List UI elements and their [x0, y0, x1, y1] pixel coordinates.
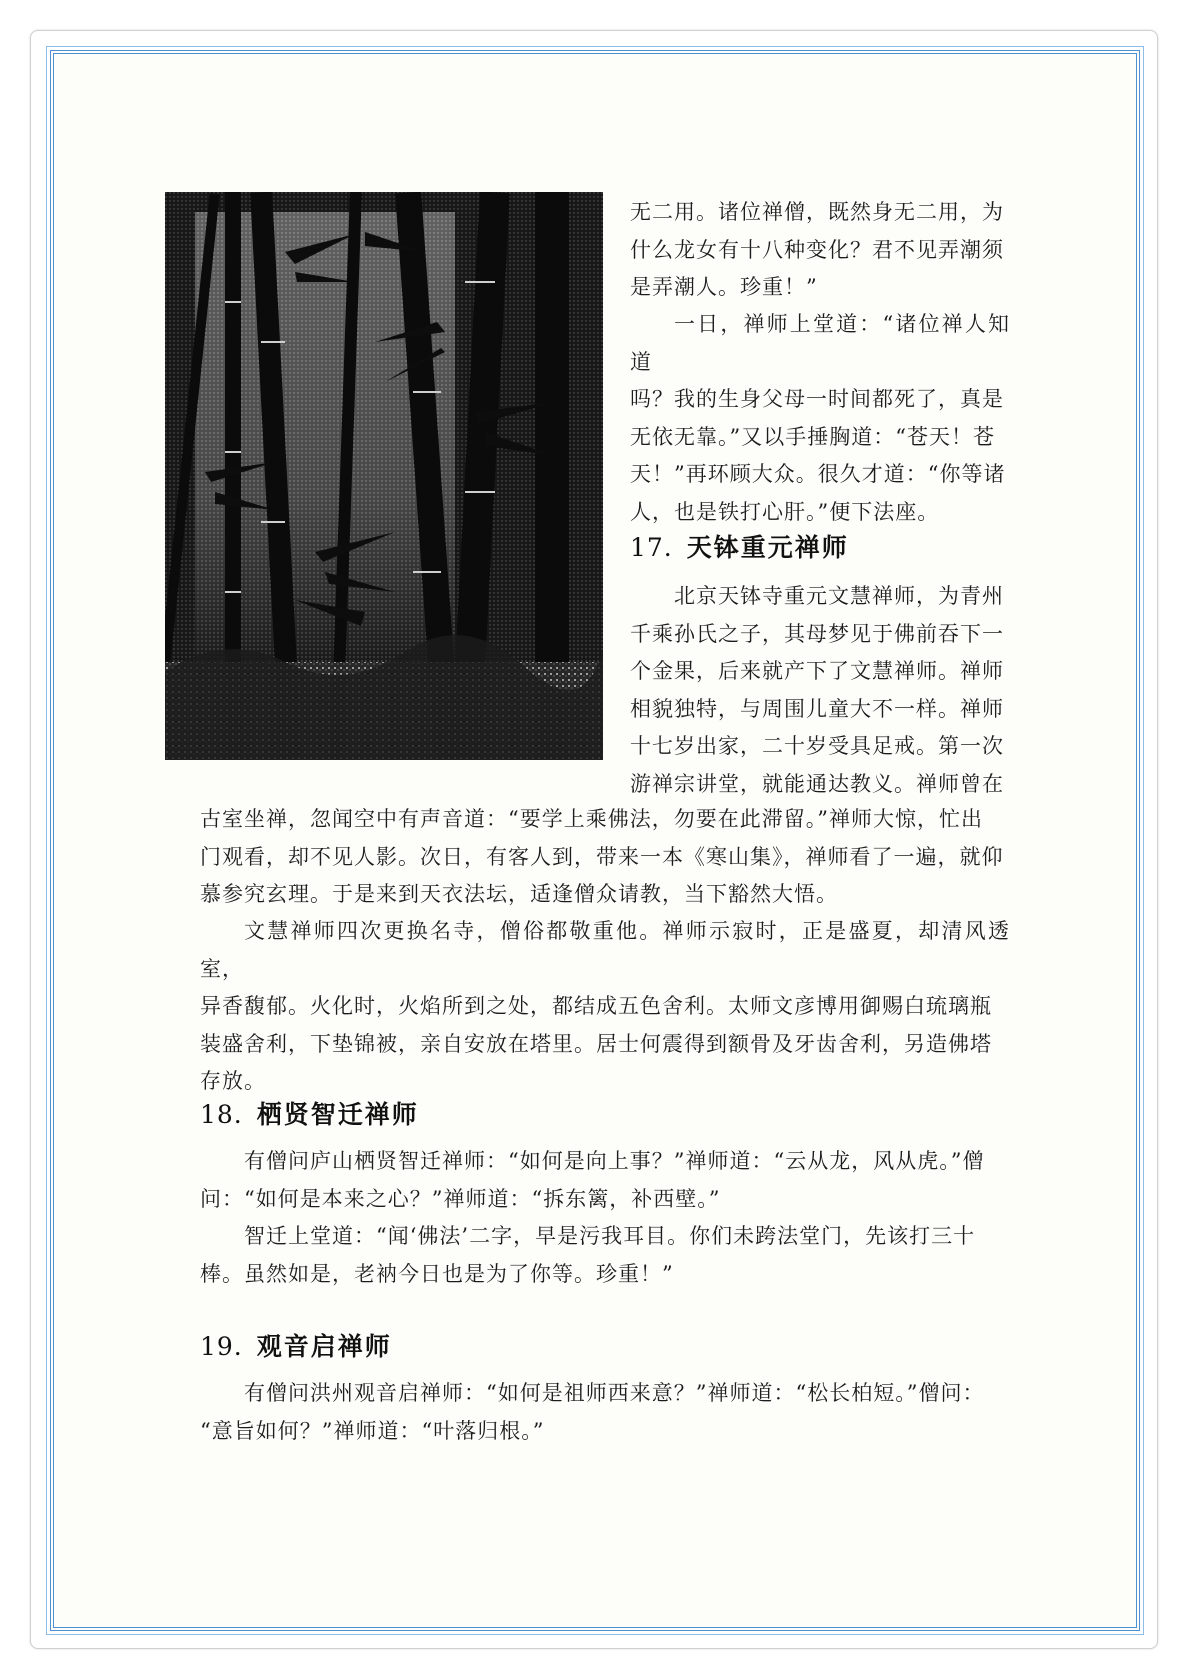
- text-line: 无二用。诸位禅僧，既然身无二用，为: [630, 200, 1004, 224]
- text-line: 慕参究玄理。于是来到天衣法坛，适逢僧众请教，当下豁然大悟。: [200, 882, 838, 906]
- section-title: 栖贤智迁禅师: [256, 1100, 419, 1129]
- text-line: 北京天钵寺重元文慧禅师，为青州: [674, 584, 1004, 608]
- s17-paragraph-2: [200, 913, 1010, 1101]
- section-number: 18.: [200, 1100, 243, 1129]
- text-line: 有僧问庐山栖贤智迁禅师：“如何是向上事？”禅师道：“云从龙，风从虎。”僧: [244, 1149, 985, 1173]
- section-number: 17.: [630, 533, 673, 562]
- text-line: 有僧问洪州观音启禅师：“如何是祖师西来意？”禅师道：“松长柏短。”僧问：: [244, 1381, 985, 1405]
- bamboo-illustration: [165, 192, 603, 760]
- text-line: 智迁上堂道：“闻‘佛法’二字，早是污我耳目。你们未跨法堂门，先该打三十: [244, 1224, 976, 1248]
- s16-paragraph-2: [630, 306, 1010, 531]
- text-line: 古室坐禅，忽闻空中有声音道：“要学上乘佛法，勿要在此滞留。”禅师大惊，忙出: [200, 807, 983, 831]
- text-line: 是弄潮人。珍重！”: [630, 275, 818, 299]
- section-19-heading: [200, 1327, 392, 1363]
- text-line: 异香馥郁。火化时，火焰所到之处，都结成五色舍利。太师文彦博用御赐白琉璃瓶: [200, 994, 992, 1018]
- text-line: 门观看，却不见人影。次日，有客人到，带来一本《寒山集》，禅师看了一遍，就仰: [200, 844, 1004, 869]
- text-line: 游禅宗讲堂，就能通达教义。禅师曾在: [630, 771, 1004, 796]
- section-17-heading: [630, 528, 849, 564]
- section-number: 19.: [200, 1332, 243, 1361]
- s18-paragraph-2: [200, 1218, 1010, 1293]
- text-line: 棒。虽然如是，老衲今日也是为了你等。珍重！”: [200, 1261, 674, 1286]
- text-line: 存放。: [200, 1069, 266, 1093]
- text-line: 十七岁出家，二十岁受具足戒。第一次: [630, 734, 1004, 758]
- bamboo-woodcut-image: [165, 192, 603, 760]
- text-line: 一日，禅师上堂道：“诸位禅人知道: [630, 312, 1010, 374]
- text-line: 人，也是铁打心肝。”便下法座。: [630, 499, 940, 524]
- s17-paragraph-1-full: [200, 801, 1010, 914]
- text-line: 吗？我的生身父母一时间都死了，真是: [630, 387, 1004, 411]
- text-line: “意旨如何？”禅师道：“叶落归根。”: [200, 1418, 545, 1443]
- text-line: 无依无靠。”又以手捶胸道：“苍天！苍: [630, 424, 995, 449]
- section-18-heading: [200, 1095, 419, 1131]
- text-line: 相貌独特，与周围儿童大不一样。禅师: [630, 696, 1004, 721]
- section-title: 观音启禅师: [256, 1332, 392, 1361]
- text-line: 问：“如何是本来之心？”禅师道：“拆东篱，补西壁。”: [200, 1186, 721, 1211]
- text-line: 文慧禅师四次更换名寺，僧俗都敬重他。禅师示寂时，正是盛夏，却清风透室，: [200, 919, 1010, 981]
- text-line: 装盛舍利，下垫锦被，亲自安放在塔里。居士何震得到额骨及牙齿舍利，另造佛塔: [200, 1031, 992, 1056]
- s19-paragraph-1: [200, 1375, 1010, 1450]
- text-line: 什么龙女有十八种变化？君不见弄潮须: [630, 237, 1004, 262]
- s18-paragraph-1: [200, 1143, 1010, 1218]
- text-line: 个金果，后来就产下了文慧禅师。禅师: [630, 659, 1004, 683]
- s16-paragraph-1: [630, 194, 1010, 307]
- text-line: 千乘孙氏之子，其母梦见于佛前吞下一: [630, 621, 1004, 646]
- text-line: 天！”再环顾大众。很久才道：“你等诸: [630, 462, 1006, 486]
- section-title: 天钵重元禅师: [686, 533, 849, 562]
- s17-paragraph-1-right: [630, 578, 1010, 803]
